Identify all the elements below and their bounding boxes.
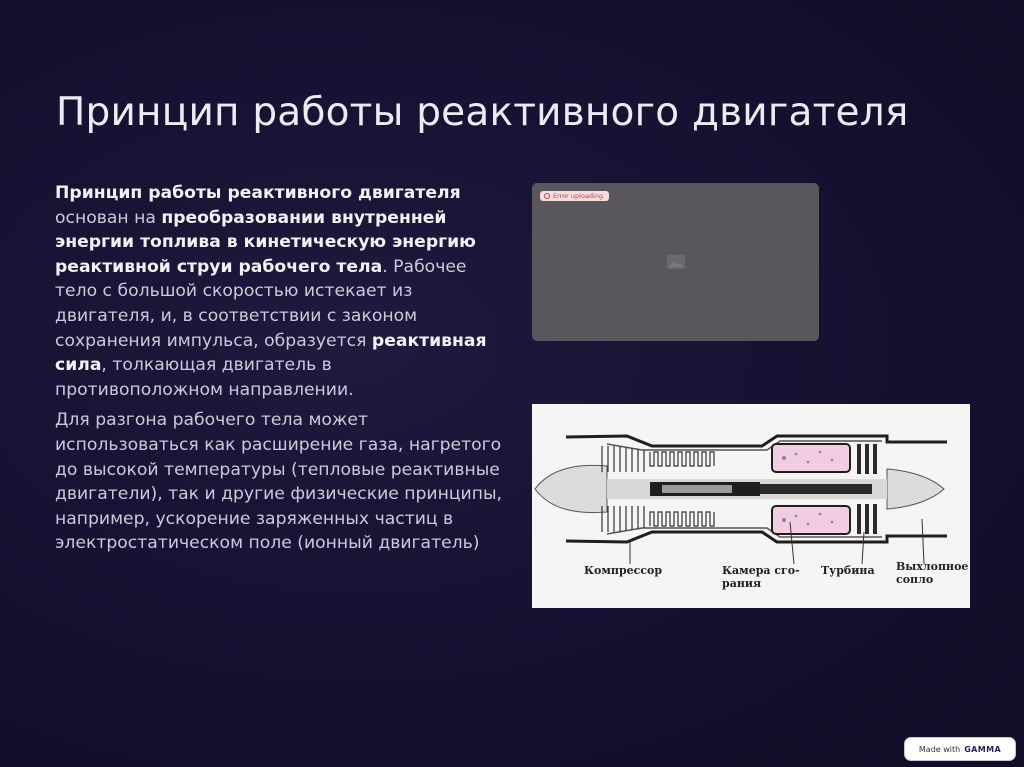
label-exhaust-nozzle (896, 560, 968, 586)
text-run: основан на (55, 207, 162, 228)
error-uploading-badge (540, 191, 609, 201)
error-text: Error uploading (553, 192, 604, 200)
text-run: , толкающая двигатель в противоположном направлении. (55, 355, 354, 400)
bold-term-reactive-force: реактивная сила (55, 330, 487, 376)
jet-engine-diagram (532, 404, 970, 608)
label-line: сопло (896, 573, 934, 586)
paragraph-2: Для разгона рабочего тела может использоваться как расширение газа, нагретого до высокой температуры (тепловые реактивные двигатели), так и другие физические принципы, например, ускорение заряженных частиц в электростатическом поле (ионный двигатель) (55, 410, 502, 554)
bold-term-principle: Принцип работы реактивного двигателя (55, 183, 461, 203)
label-turbine: Турбина (821, 564, 875, 577)
label-line: рания (722, 577, 762, 590)
paragraph-1 (55, 181, 505, 402)
gamma-logo: GAMMA (964, 744, 1002, 754)
label-line: Выхлопное (896, 560, 969, 573)
bold-term-conversion: преобразовании внутренней энергии топлива в кинетическую энергию реактивной струи рабочего тела (55, 207, 476, 277)
error-icon (544, 193, 550, 199)
badge-prefix: Made with (918, 744, 961, 754)
image-icon (666, 254, 686, 270)
made-with-gamma-badge[interactable] (905, 738, 1015, 760)
image-placeholder (532, 183, 819, 341)
label-combustion-chamber (722, 564, 800, 590)
body-text (55, 181, 505, 562)
label-line: Камера сго- (722, 564, 800, 577)
label-compressor: Компрессор (584, 564, 663, 577)
slide-title: Принцип работы реактивного двигателя (56, 90, 909, 135)
text-run: . Рабочее тело с большой скоростью истекает из двигателя, и, в соответствии с законом сохранения импульса, образуется (55, 256, 467, 351)
